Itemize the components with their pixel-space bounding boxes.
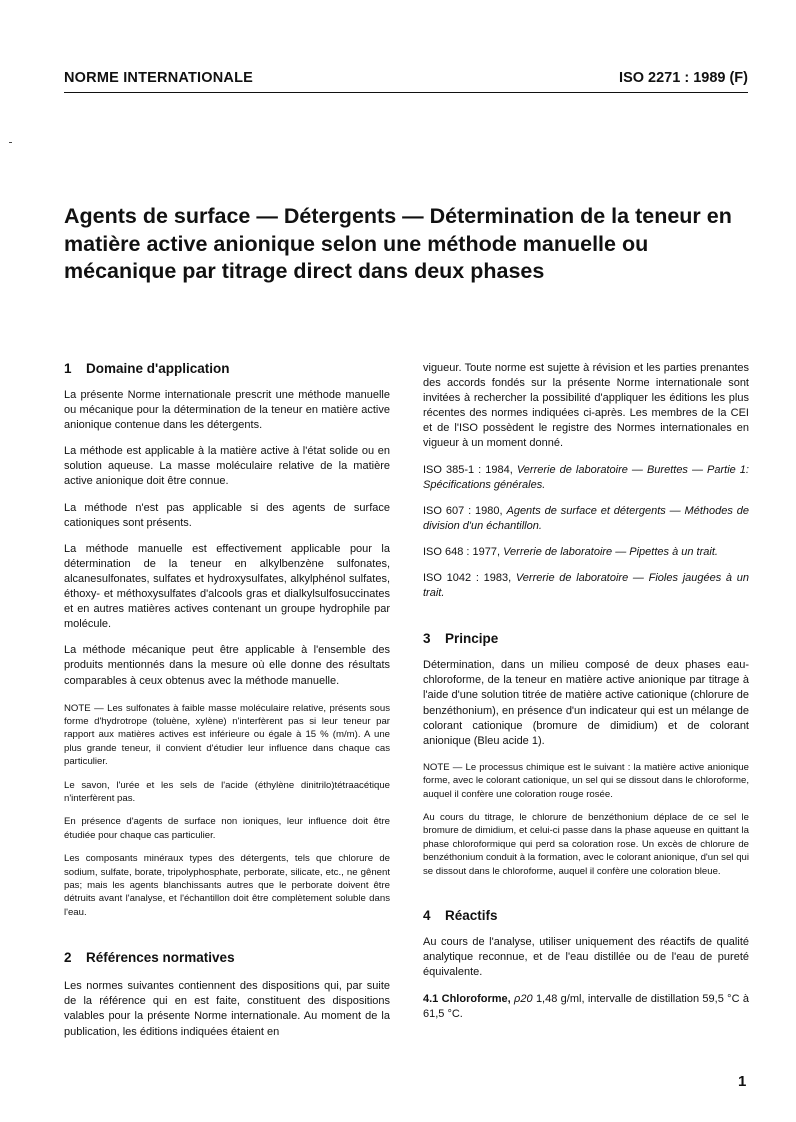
section-title: Domaine d'application — [86, 361, 230, 376]
reference-title: Agents de surface et détergents — Méthodes de division d'un échantillon. — [423, 504, 749, 532]
note: Le savon, l'urée et les sels de l'acide (éthylène dinitrilo)tétraacétique n'interfèrent pas. — [64, 779, 390, 805]
reference-code: ISO 1042 : 1983, — [423, 572, 512, 585]
reference-code: ISO 385-1 : 1984, — [423, 463, 513, 476]
section-title: Principe — [445, 631, 499, 647]
paragraph: Au cours de l'analyse, utiliser uniquement des réactifs de qualité analytique reconnue, et de l'eau distillée ou de l'eau de pureté équivalente. — [423, 936, 749, 979]
page-number: 1 — [738, 1073, 747, 1090]
section-number: 3 — [423, 631, 431, 647]
section-4-heading — [423, 907, 749, 925]
reagent-name: Chloroforme, — [441, 993, 511, 1006]
reference-code: ISO 607 : 1980, — [423, 504, 503, 517]
reagent-text: 1,48 g/ml, intervalle de distillation 59,5 °C à 61,5 °C. — [423, 993, 749, 1021]
reagent-number: 4.1 — [423, 993, 439, 1006]
reference-title: Verrerie de laboratoire — Fioles jaugées à un trait. — [423, 572, 749, 600]
reference-title: Verrerie de laboratoire — Pipettes à un trait. — [503, 545, 718, 558]
note: NOTE — Les sulfonates à faible masse moléculaire relative, présents sous forme d'hydrotrope (toluène, xylène) n'interfèrent pas si leur teneur par rapport aux matières actives est inférieure ou égale à 15 % (m/m). A une plus grande teneur, il convient d'étudier leur influence dans chaque cas particulier. — [64, 702, 390, 768]
section-number: 1 — [64, 361, 72, 376]
paragraph: La méthode est applicable à la matière active à l'état solide ou en solution aqueuse. La masse moléculaire relative de la matière active anionique doit être connue. — [64, 445, 390, 488]
reference-title: Verrerie de laboratoire — Burettes — Partie 1: Spécifications générales. — [423, 463, 749, 491]
scan-speck — [9, 142, 12, 143]
section-3-heading — [423, 630, 749, 648]
paragraph: La méthode n'est pas applicable si des agents de surface cationiques sont présents. — [64, 501, 390, 529]
paragraph: Les normes suivantes contiennent des dispositions qui, par suite de la référence qui en est faite, constituent des dispositions valables pour la présente Norme internationale. Au moment de la publication, les éditions indiquées étaient en — [64, 980, 390, 1038]
section-title: Réactifs — [445, 908, 498, 924]
section-1-heading — [64, 360, 390, 378]
normative-reference — [423, 504, 749, 534]
paragraph: Détermination, dans un milieu composé de deux phases eau-chloroforme, de la teneur en matière active anionique par titrage à l'aide d'une solution titrée de matière active cationique (chlorure de benzéthonium), en présence d'un indicateur qui est un mélange de colorant cationique (bromure de dimidium) et de colorant anionique (Bleu acide 1). — [423, 659, 749, 747]
right-column — [423, 361, 749, 1023]
section-2-heading — [64, 949, 390, 967]
left-column — [64, 360, 390, 1040]
reagent-item — [423, 992, 749, 1022]
note: En présence d'agents de surface non ioniques, leur influence doit être étudiée pour chaque cas particulier. — [64, 816, 390, 841]
normative-reference — [423, 463, 749, 493]
document-title: Agents de surface — Détergents — Détermination de la teneur en matière active anionique selon une méthode manuelle ou mécanique par titrage direct dans deux phases — [64, 204, 732, 283]
header-divider — [64, 92, 748, 93]
note: NOTE — Le processus chimique est le suivant : la matière active anionique forme, avec le colorant cationique, un sel qui se dissout dans le chloroforme, auquel il confère une coloration rouge rosée. — [423, 761, 749, 800]
header-standard-number: ISO 2271 : 1989 (F) — [619, 70, 748, 86]
paragraph: vigueur. Toute norme est sujette à révision et les parties prenantes des accords fondés sur la présente Norme internationale sont invitées à rechercher la possibilité d'appliquer les éditions les plus récentes des normes indiquées ci-après. Les membres de la CEI et de l'ISO possèdent le registre des Normes internationales en vigueur à un moment donné. — [423, 362, 749, 450]
normative-reference — [423, 571, 749, 601]
paragraph: La méthode mécanique peut être applicable à l'ensemble des produits mentionnés dans la mesure où elle donne des résultats comparables à ceux obtenus avec la méthode manuelle. — [64, 644, 390, 687]
reference-code: ISO 648 : 1977, — [423, 545, 501, 558]
note: Les composants minéraux types des détergents, tels que chlorure de sodium, sulfate, borate, tripolyphosphate, perborate, silicate, etc., ne gênent pas; mais les agents blanchissants autres que le perborate doivent être détruits avant l'analyse, et l'échantillon doit être complètement soluble dans l'eau. — [64, 853, 390, 918]
density-symbol: ρ20 — [514, 993, 533, 1006]
section-number: 4 — [423, 908, 431, 924]
paragraph: La méthode manuelle est effectivement applicable pour la détermination de la teneur en alkylbenzène sulfonates, alcanesulfonates, sulfates et hydroxysulfates, alkylphénol sulfates, éthoxy- et méthoxysulfates d'alcools gras et dialkylsulfosuccinates et en autres matières actives contenant un groupe hydrophile par molécule. — [64, 542, 390, 631]
section-number: 2 — [64, 950, 72, 966]
normative-reference — [423, 545, 749, 560]
paragraph: La présente Norme internationale prescrit une méthode manuelle ou mécanique pour la détermination de la teneur en matière active anionique contenue dans les détergents. — [64, 389, 390, 432]
header-standard-type: NORME INTERNATIONALE — [64, 70, 254, 86]
section-title: Références normatives — [86, 950, 235, 966]
note: Au cours du titrage, le chlorure de benzéthonium déplace de ce sel le bromure de dimidium, et celui-ci passe dans la phase aqueuse en quittant la phase chloroformique qui perd sa coloration rose. Un excès de chlorure de benzéthonium conduit à la formation, avec le colorant anionique, d'un sel qui se dissout dans le chloroforme, auquel il confère une coloration bleue. — [423, 812, 749, 877]
